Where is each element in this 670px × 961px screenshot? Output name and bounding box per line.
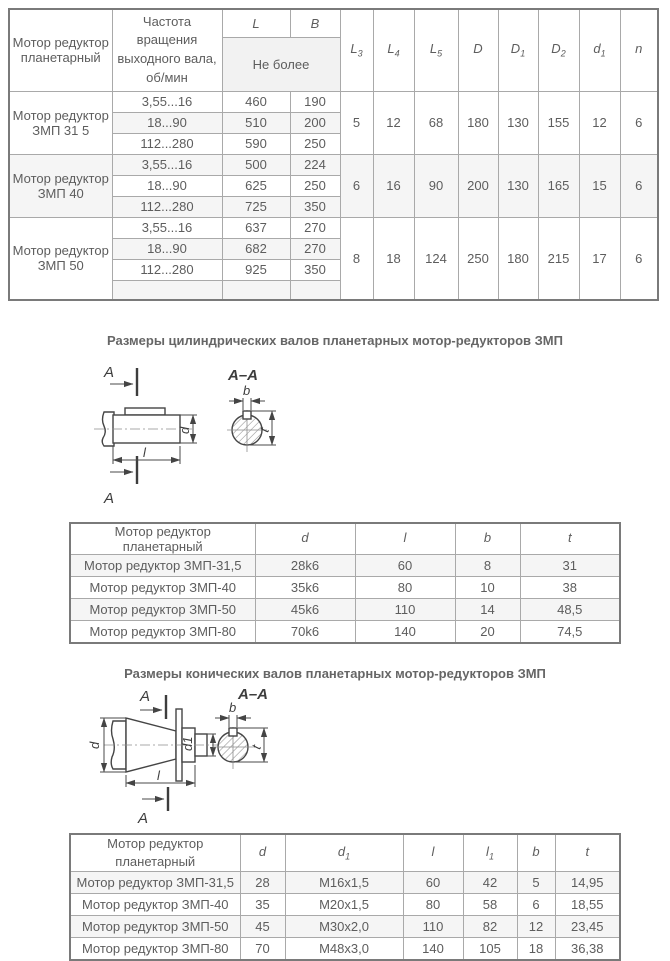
table-row	[70, 621, 620, 643]
cell-model: Мотор редуктор ЗМП-40	[70, 577, 255, 599]
label-t: t	[256, 426, 272, 434]
cell-dim: 8	[340, 217, 373, 300]
cell-model: Мотор редуктор ЗМП-80	[70, 938, 240, 960]
label-a-top: A	[140, 687, 151, 705]
dim-base: l	[431, 843, 435, 859]
cell-l1: 105	[463, 938, 517, 960]
dim-sub: 2	[560, 49, 566, 60]
dim-sub: 1	[488, 851, 494, 862]
dim-sub: 1	[600, 49, 606, 60]
key-slot	[243, 411, 251, 419]
section-title-conical: Размеры конических валов планетарных мотор-редукторов ЗМП	[124, 665, 546, 681]
header-dim-n	[620, 9, 658, 91]
dim-base: t	[567, 530, 572, 546]
cell-t: 18,55	[555, 894, 620, 916]
key-slot	[229, 728, 237, 736]
cell-dim: 16	[373, 154, 414, 217]
cell-L: 925	[222, 259, 290, 280]
cell-t: 48,5	[520, 599, 620, 621]
cell-l: 80	[403, 894, 463, 916]
dim-base: t	[585, 843, 590, 859]
cell-dim: 12	[579, 91, 620, 154]
cell-b: 5	[517, 872, 555, 894]
cell-d: 28k6	[255, 555, 355, 577]
cell-L: 682	[222, 238, 290, 259]
cell-B: 270	[290, 238, 340, 259]
header-l	[403, 834, 463, 872]
cell-B	[290, 280, 340, 300]
cell-d1: М16х1,5	[285, 872, 403, 894]
label-d: d	[177, 426, 192, 434]
cell-dim: 5	[340, 91, 373, 154]
cell-b: 8	[455, 555, 520, 577]
table-row	[70, 916, 620, 938]
table-header-row	[70, 523, 620, 555]
cell-L: 590	[222, 133, 290, 154]
header-L: L	[222, 9, 290, 37]
table-row	[9, 217, 658, 238]
label-d: d	[87, 741, 102, 749]
header-dim-L5	[414, 9, 458, 91]
dim-base: b	[483, 530, 492, 546]
cell-L: 725	[222, 196, 290, 217]
cell-dim: 215	[538, 217, 579, 300]
cell-freq: 112...280	[112, 196, 222, 217]
cell-dim: 6	[620, 154, 658, 217]
dim-base: d	[258, 843, 267, 859]
table-header-row	[9, 9, 658, 37]
cell-dim: 6	[340, 154, 373, 217]
cell-L	[222, 280, 290, 300]
cell-l1: 42	[463, 872, 517, 894]
cell-t: 36,38	[555, 938, 620, 960]
table-row	[70, 894, 620, 916]
dim-base: L	[429, 41, 438, 57]
cell-t: 14,95	[555, 872, 620, 894]
cell-dim: 18	[373, 217, 414, 300]
cell-d1: М20х1,5	[285, 894, 403, 916]
header-B: B	[290, 9, 340, 37]
cell-d1: М30х2,0	[285, 916, 403, 938]
label-d1: d1	[180, 736, 195, 751]
header-d	[240, 834, 285, 872]
header-ne-bolee: Не более	[222, 37, 340, 91]
header-t	[555, 834, 620, 872]
dim-sub: 1	[520, 49, 526, 60]
cylindrical-shaft-table	[69, 522, 621, 644]
cell-l1: 58	[463, 894, 517, 916]
header-motor: Мотор редуктор планетарный	[9, 9, 112, 91]
cell-l: 110	[403, 916, 463, 938]
header-l	[355, 523, 455, 555]
dim-base: d	[593, 41, 601, 57]
cell-dim: 12	[373, 91, 414, 154]
header-motor: Мотор редуктор планетарный	[70, 523, 255, 555]
cell-d: 45	[240, 916, 285, 938]
label-section-aa: A–A	[238, 685, 269, 703]
header-dim-D1	[498, 9, 538, 91]
section-title-cylindrical: Размеры цилиндрических валов планетарных мотор-редукторов ЗМП	[107, 333, 563, 348]
cell-dim: 130	[498, 154, 538, 217]
cell-model: Мотор редуктор ЗМП-80	[70, 621, 255, 643]
cell-dim: 180	[458, 91, 498, 154]
dim-sub: 4	[394, 49, 400, 60]
table-row	[70, 577, 620, 599]
label-a-bottom: A	[104, 490, 115, 507]
cell-B: 224	[290, 154, 340, 175]
cell-B: 200	[290, 112, 340, 133]
cell-b: 10	[455, 577, 520, 599]
cell-freq: 112...280	[112, 259, 222, 280]
header-b	[455, 523, 520, 555]
label-l: l	[143, 445, 146, 460]
dim-sub: 5	[437, 49, 443, 60]
header-freq: Частота вращения выходного вала, об/мин	[112, 9, 222, 91]
cell-l: 80	[355, 577, 455, 599]
cell-l: 140	[355, 621, 455, 643]
header-dim-D2	[538, 9, 579, 91]
cylindrical-shaft-drawing	[80, 360, 320, 510]
cell-t: 31	[520, 555, 620, 577]
header-dim-L4	[373, 9, 414, 91]
dim-base: D	[473, 41, 483, 57]
header-dim-L3	[340, 9, 373, 91]
table-row	[9, 91, 658, 112]
cell-B: 250	[290, 133, 340, 154]
dim-base: L	[350, 41, 358, 57]
cell-d: 28	[240, 872, 285, 894]
cell-dim: 165	[538, 154, 579, 217]
cell-l: 110	[355, 599, 455, 621]
label-a-top: A	[104, 364, 115, 381]
cell-dim: 6	[620, 217, 658, 300]
cell-freq: 3,55...16	[112, 217, 222, 238]
dim-base: l	[486, 843, 489, 859]
cell-L: 500	[222, 154, 290, 175]
cell-d: 35	[240, 894, 285, 916]
label-l: l	[157, 767, 160, 783]
group-name-zmp-50: Мотор редуктор ЗМП 50	[9, 217, 112, 300]
cell-dim: 155	[538, 91, 579, 154]
group-name-zmp-31-5: Мотор редуктор ЗМП 31 5	[9, 91, 112, 154]
cell-dim: 130	[498, 91, 538, 154]
cell-d: 35k6	[255, 577, 355, 599]
cell-model: Мотор редуктор ЗМП-31,5	[70, 872, 240, 894]
cell-L: 510	[222, 112, 290, 133]
cell-B: 250	[290, 175, 340, 196]
table-row	[9, 154, 658, 175]
cell-d1: М48х3,0	[285, 938, 403, 960]
cone-body	[126, 718, 176, 772]
header-t	[520, 523, 620, 555]
cell-B: 350	[290, 259, 340, 280]
cell-l: 140	[403, 938, 463, 960]
cell-L: 625	[222, 175, 290, 196]
dim-base: d	[301, 530, 309, 546]
label-b: b	[243, 383, 251, 398]
dim-base: d	[337, 843, 346, 859]
cell-l1: 82	[463, 916, 517, 938]
cell-dim: 68	[414, 91, 458, 154]
cell-d: 45k6	[255, 599, 355, 621]
conical-shaft-drawing	[80, 685, 320, 825]
cell-d: 70k6	[255, 621, 355, 643]
cell-L: 460	[222, 91, 290, 112]
table-row	[70, 555, 620, 577]
cell-dim: 15	[579, 154, 620, 217]
label-b: b	[229, 699, 237, 715]
dim-sub: 3	[357, 49, 363, 60]
cell-dim: 17	[579, 217, 620, 300]
header-motor: Мотор редуктор планетарный	[70, 834, 240, 872]
cell-dim: 6	[620, 91, 658, 154]
header-l1	[463, 834, 517, 872]
cell-freq: 3,55...16	[112, 91, 222, 112]
cell-dim: 180	[498, 217, 538, 300]
dim-base: l	[403, 530, 407, 546]
table-row	[70, 938, 620, 960]
label-section-aa: A–A	[228, 367, 259, 384]
cell-t: 74,5	[520, 621, 620, 643]
cell-B: 190	[290, 91, 340, 112]
header-dim-d1	[579, 9, 620, 91]
cell-l: 60	[403, 872, 463, 894]
cell-freq: 3,55...16	[112, 154, 222, 175]
cell-b: 18	[517, 938, 555, 960]
dim-base: b	[532, 843, 540, 859]
cell-t: 23,45	[555, 916, 620, 938]
cell-freq: 112...280	[112, 133, 222, 154]
dim-base: L	[387, 41, 395, 57]
cell-dim: 124	[414, 217, 458, 300]
cell-t: 38	[520, 577, 620, 599]
dim-base: D	[551, 41, 561, 57]
label-t: t	[248, 742, 264, 751]
cell-freq: 18...90	[112, 112, 222, 133]
group-name-zmp-40: Мотор редуктор ЗМП 40	[9, 154, 112, 217]
cell-model: Мотор редуктор ЗМП-50	[70, 599, 255, 621]
cell-b: 20	[455, 621, 520, 643]
table-header-row	[70, 834, 620, 872]
cell-B: 350	[290, 196, 340, 217]
cell-freq: 18...90	[112, 175, 222, 196]
header-d1	[285, 834, 403, 872]
header-dim-D	[458, 9, 498, 91]
table-row	[70, 599, 620, 621]
cell-L: 637	[222, 217, 290, 238]
cell-l: 60	[355, 555, 455, 577]
cell-dim: 90	[414, 154, 458, 217]
label-a-bottom: A	[138, 809, 149, 825]
cell-model: Мотор редуктор ЗМП-50	[70, 916, 240, 938]
cell-B: 270	[290, 217, 340, 238]
dim-base: n	[635, 41, 643, 57]
cell-freq	[112, 280, 222, 300]
cell-model: Мотор редуктор ЗМП-31,5	[70, 555, 255, 577]
table-row	[70, 872, 620, 894]
cell-dim: 200	[458, 154, 498, 217]
header-b	[517, 834, 555, 872]
cell-b: 6	[517, 894, 555, 916]
dimensions-table	[8, 8, 659, 301]
conical-shaft-table	[69, 833, 621, 961]
dim-sub: 1	[345, 851, 351, 862]
cell-freq: 18...90	[112, 238, 222, 259]
header-d	[255, 523, 355, 555]
cell-d: 70	[240, 938, 285, 960]
dim-base: D	[510, 41, 521, 57]
cell-b: 14	[455, 599, 520, 621]
cell-dim: 250	[458, 217, 498, 300]
cell-model: Мотор редуктор ЗМП-40	[70, 894, 240, 916]
shaft-key	[125, 408, 165, 415]
cell-b: 12	[517, 916, 555, 938]
